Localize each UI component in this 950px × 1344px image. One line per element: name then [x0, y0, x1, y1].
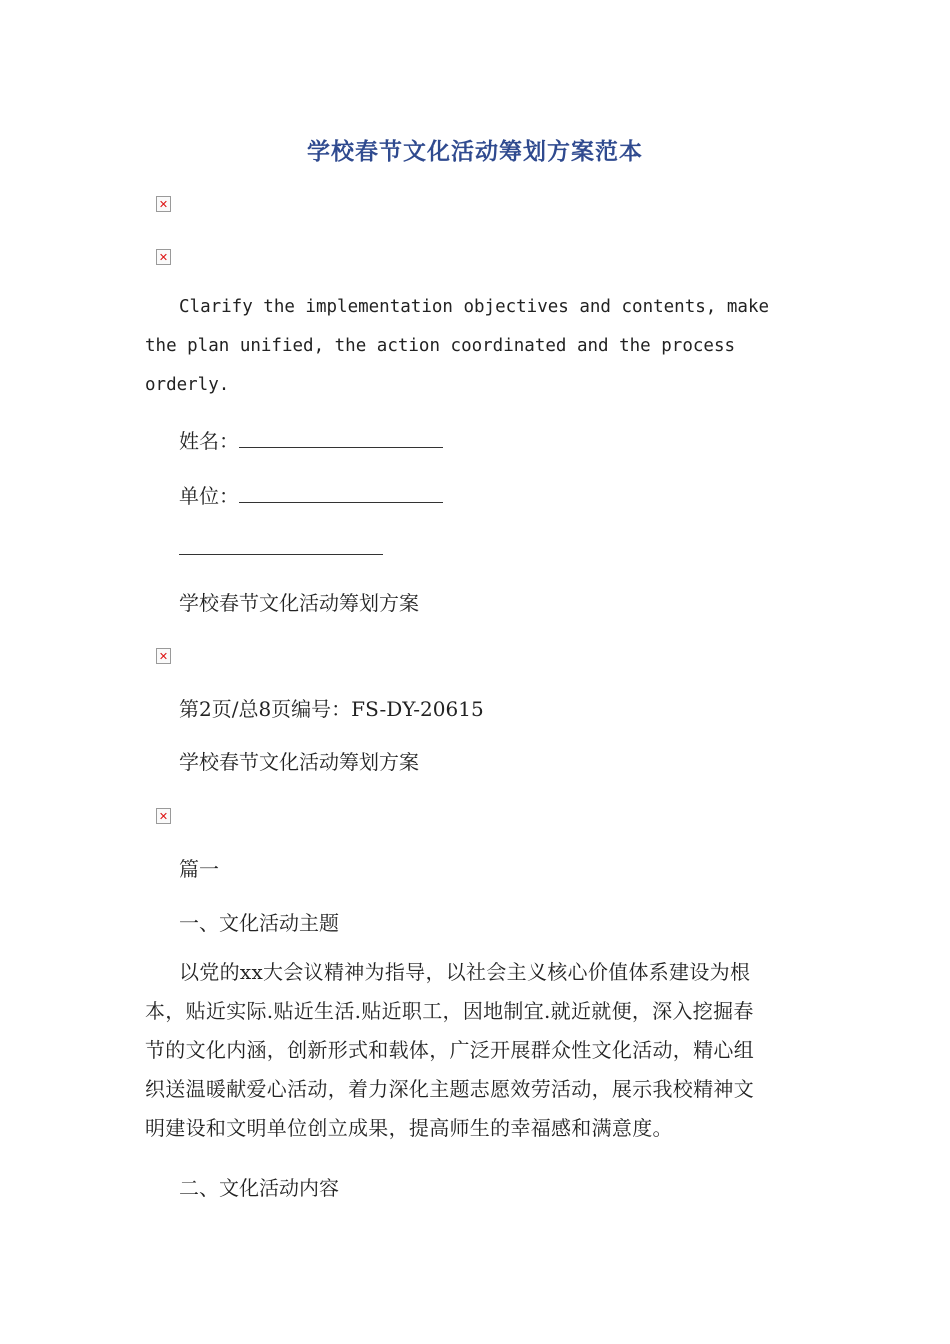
- name-blank: [239, 429, 443, 448]
- section-heading: 二、文化活动内容: [179, 1176, 339, 1200]
- broken-image-icon: ✕: [156, 808, 171, 824]
- name-field: [179, 425, 443, 454]
- broken-image-icon: ✕: [156, 648, 171, 664]
- section-heading: 一、文化活动主题: [179, 911, 339, 935]
- unit-field: [179, 480, 443, 509]
- paragraph-line: 节的文化内涵，创新形式和载体，广泛开展群众性文化活动，精心组: [145, 1038, 754, 1062]
- intro-line: Clarify the implementation objectives and contents, make: [179, 297, 770, 317]
- subtitle: 学校春节文化活动筹划方案: [179, 591, 419, 615]
- broken-image-icon: ✕: [156, 196, 171, 212]
- unit-blank: [239, 484, 443, 503]
- unit-label: 单位：: [179, 484, 239, 508]
- paragraph-line: 本，贴近实际.贴近生活.贴近职工，因地制宜.就近就便，深入挖掘春: [145, 999, 754, 1023]
- paragraph-line: 明建设和文明单位创立成果，提高师生的幸福感和满意度。: [145, 1116, 673, 1140]
- paragraph: [145, 953, 805, 1148]
- document-title: 学校春节文化活动筹划方案范本: [307, 139, 643, 165]
- paragraph-line: 织送温暖献爱心活动，着力深化主题志愿效劳活动，展示我校精神文: [145, 1077, 754, 1101]
- broken-image-icon: ✕: [156, 249, 171, 265]
- page-info: 第2页/总8页编号：FS-DY-20615: [179, 697, 484, 721]
- paragraph-line: 以党的xx大会议精神为指导，以社会主义核心价值体系建设为根: [179, 960, 751, 984]
- blank-line: [179, 554, 383, 555]
- name-label: 姓名：: [179, 429, 239, 453]
- intro-line: orderly.: [145, 375, 230, 395]
- section-part: 篇一: [179, 857, 219, 881]
- intro-line: the plan unified, the action coordinated and the process: [145, 336, 736, 356]
- subtitle: 学校春节文化活动筹划方案: [179, 750, 419, 774]
